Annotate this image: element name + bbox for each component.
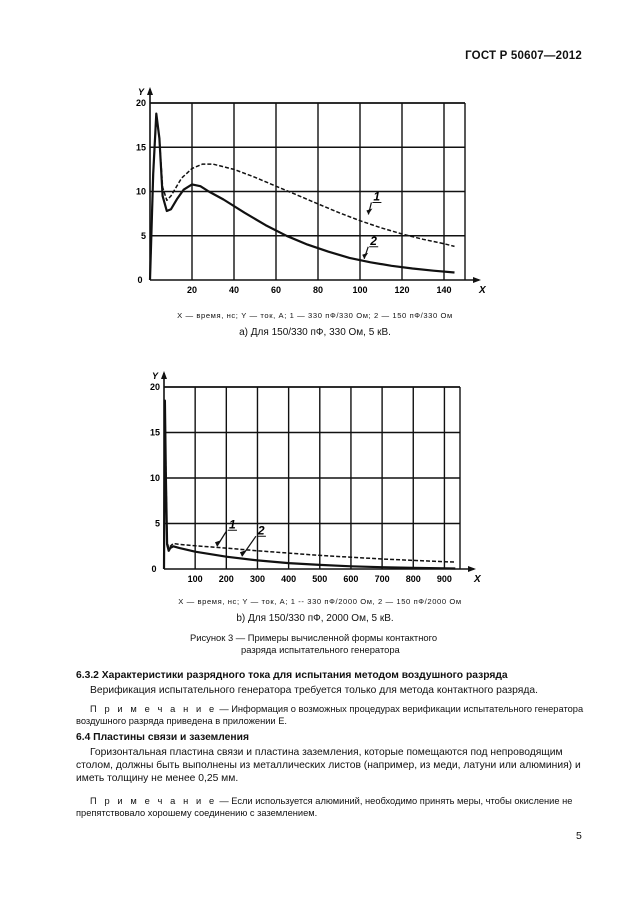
chart-a-x-tick-label: 60 — [270, 285, 282, 295]
chart-b-x-tick-label: 200 — [218, 574, 234, 584]
section-6-4-text: Горизонтальная пластина связи и пластина заземления, которые помещаются под непроводящим столом, должны быть выполнены из металлических листов (например, из меди, латуни или алюминия) и иметь толщину не менее 0,25 мм. — [76, 747, 581, 784]
note-2-label: П р и м е ч а н и е — [90, 796, 217, 806]
chart-a-x-tick-label: 140 — [436, 285, 452, 295]
chart-b-label-1: 1 — [228, 517, 236, 532]
chart-b-label-2: 2 — [257, 523, 265, 538]
chart-a-x-tick-label: 20 — [186, 285, 198, 295]
section-6-4-title: 6.4 Пластины связи и заземления — [76, 732, 249, 743]
chart-b-x-tick-label: 500 — [312, 574, 328, 584]
chart-b-caption: b) Для 150/330 пФ, 2000 Ом, 5 кВ. — [236, 613, 394, 624]
chart-a-origin-label: 0 — [137, 275, 143, 285]
chart-a-y-tick-label: 5 — [140, 230, 146, 241]
section-6-3-2-text: Верификация испытательного генератора требуется только для метода контактного разряда. — [90, 685, 538, 696]
chart-a-x-tick-label: 120 — [394, 285, 410, 295]
chart-b-origin-label: 0 — [151, 564, 157, 574]
chart-b-label-2-leader — [242, 536, 256, 556]
document-header: ГОСТ Р 50607—2012 — [465, 50, 582, 62]
note-2-text: — Если используется алюминий, необходимо принять меры, чтобы окисление не препятствовало хорошему соединению с заземлением. — [76, 796, 573, 818]
chart-a-axis-legend: X — время, нс; Y — ток, А; 1 — 330 пФ/330 Ом; 2 — 150 пФ/330 Ом — [177, 311, 453, 320]
note-1 — [76, 703, 584, 727]
chart-b-x-tick-label: 800 — [405, 574, 421, 584]
figure-caption — [190, 632, 437, 656]
chart-b-y-tick-label: 5 — [154, 518, 160, 529]
chart-b-x-axis-label: X — [474, 574, 481, 585]
chart-b-x-tick-label: 100 — [187, 574, 203, 584]
chart-b-x-tick-label: 300 — [249, 574, 265, 584]
note-1-text: — Информация о возможных процедурах верификации испытательного генератора воздушного разряда приведена в приложении Е. — [76, 704, 584, 726]
chart-b-x-tick-label: 400 — [281, 574, 297, 584]
chart-a-label-2: 2 — [370, 233, 377, 248]
chart-b-y-tick-label: 20 — [149, 382, 160, 392]
chart-a-caption: а) Для 150/330 пФ, 330 Ом, 5 кВ. — [239, 327, 391, 338]
chart-a-y-tick-label: 15 — [135, 142, 146, 153]
chart-a-y-tick-label: 10 — [135, 186, 146, 197]
chart-a-x-tick-label: 40 — [228, 285, 240, 295]
chart-a-y-tick-label: 20 — [135, 98, 146, 108]
note-2 — [76, 795, 584, 819]
chart-b-y-axis-arrow — [161, 371, 167, 379]
chart-a-x-tick-label: 100 — [352, 285, 368, 295]
chart-b-x-tick-label: 600 — [343, 574, 359, 584]
chart-b-x-axis-arrow — [468, 566, 476, 572]
figure-caption-line-2: разряда испытательного генератора — [241, 644, 400, 655]
section-6-3-2-title: 6.3.2 Характеристики разрядного тока для испытания методом воздушного разряда — [76, 670, 508, 681]
chart-b-y-tick-label: 10 — [149, 473, 160, 483]
chart-b-x-tick-label: 900 — [436, 574, 452, 584]
chart-a-x-axis-label: X — [479, 285, 486, 296]
chart-b-x-tick-label: 700 — [374, 574, 390, 584]
chart-a-label-1: 1 — [373, 189, 381, 204]
chart-b-y-tick-label: 15 — [149, 427, 160, 438]
chart-b-series-1-line — [164, 401, 455, 569]
chart-b-axis-legend: X — время, нс; Y — ток, А; 1 -- 330 пФ/2000 Ом, 2 — 150 пФ/2000 Ом — [178, 597, 462, 606]
chart-a-x-tick-label: 80 — [312, 285, 324, 295]
note-1-label: П р и м е ч а н и е — [90, 704, 217, 714]
figure-caption-line-1: Рисунок 3 — Примеры вычисленной формы контактного — [190, 632, 438, 643]
chart-a-y-axis-label: Y — [138, 87, 145, 97]
chart-b-series-2-line — [164, 401, 455, 569]
chart-b-y-axis-label: Y — [152, 371, 159, 381]
page-number: 5 — [576, 830, 582, 842]
